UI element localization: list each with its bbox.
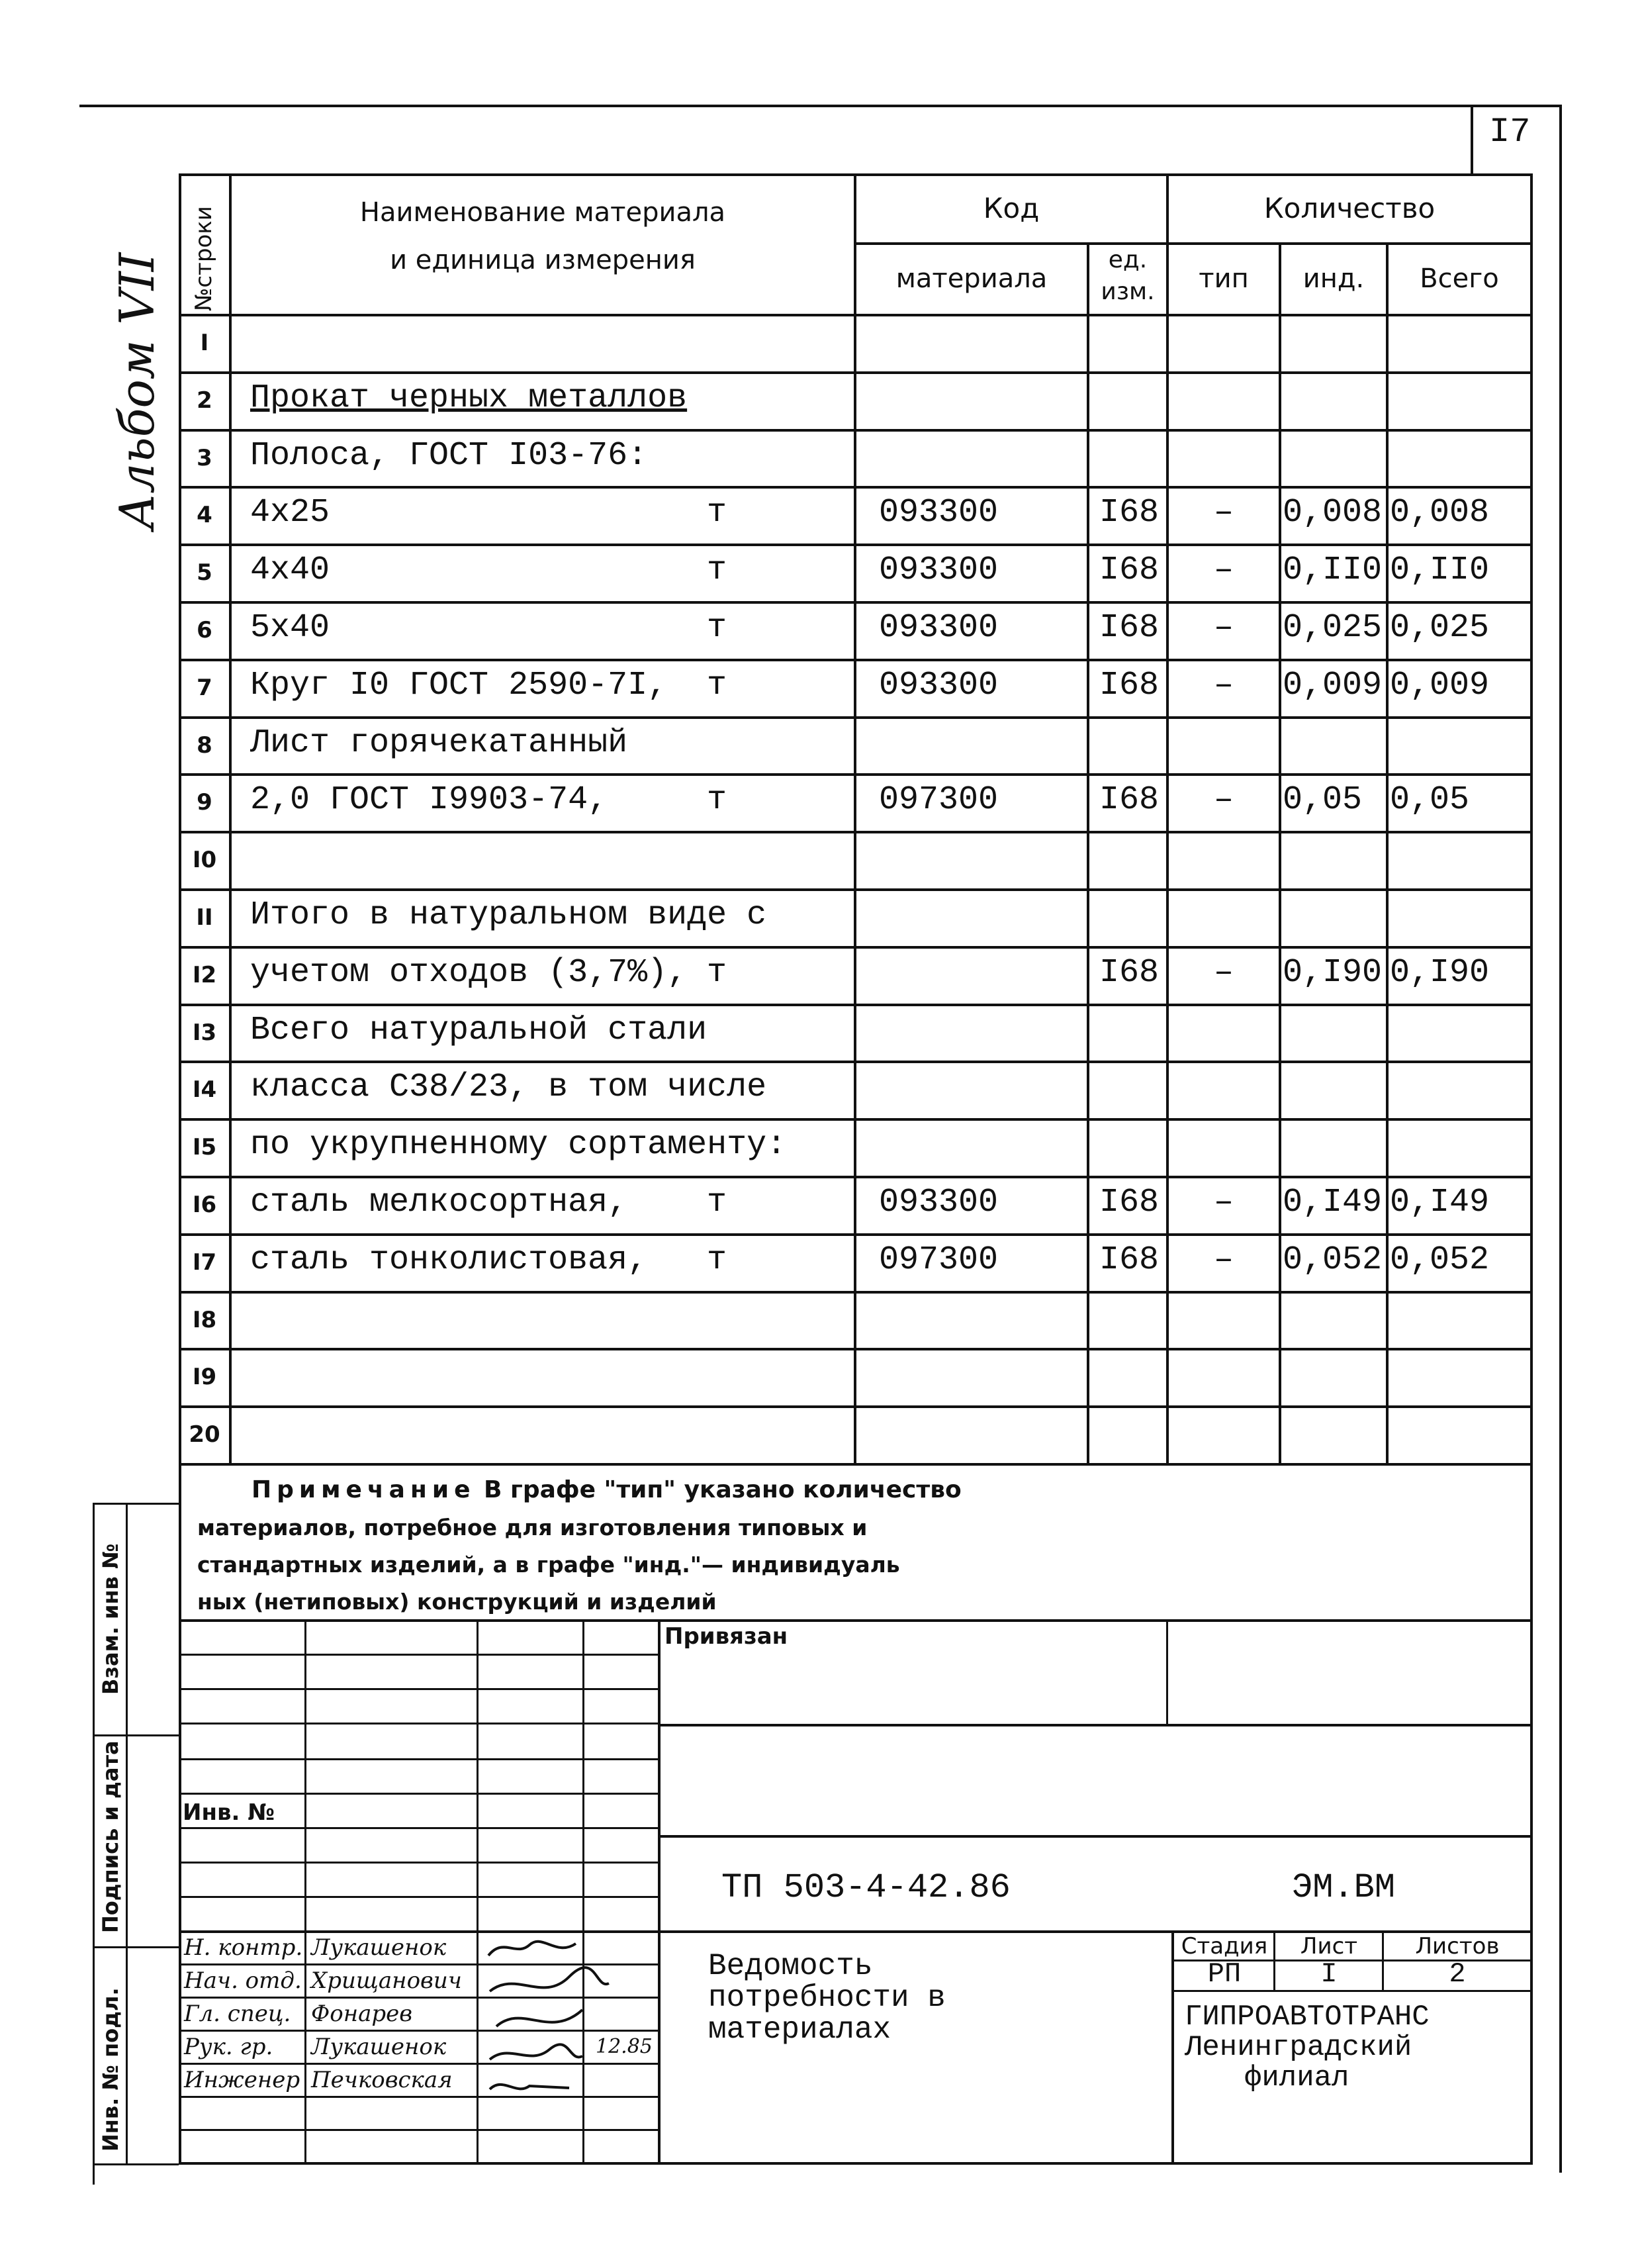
row-tip: – bbox=[1213, 1184, 1234, 1221]
row-n: I bbox=[200, 330, 209, 356]
row-name: Полоса, ГОСТ I03-76: bbox=[250, 437, 648, 475]
doc-title-line1: Ведомость bbox=[708, 1949, 873, 1983]
row-name: учетом отходов (3,7%), bbox=[250, 954, 688, 992]
row-unit: I68 bbox=[1099, 609, 1159, 647]
sheets-value: 2 bbox=[1449, 1958, 1466, 1990]
row-code: 093300 bbox=[879, 609, 999, 647]
row-u: т bbox=[707, 781, 727, 819]
inv-no-label: Инв. № bbox=[183, 1799, 275, 1826]
doc-mark: ЭМ.ВМ bbox=[1292, 1868, 1396, 1907]
album-label: Альбом VII bbox=[109, 252, 165, 530]
row-ind: 0,II0 bbox=[1283, 551, 1383, 589]
privyazan-label: Привязан bbox=[664, 1623, 788, 1650]
row-n: 3 bbox=[197, 445, 212, 471]
row-name: Круг I0 ГОСТ 2590-7I, bbox=[250, 667, 668, 704]
row-n: I8 bbox=[192, 1307, 217, 1333]
signature-4 bbox=[490, 2044, 582, 2059]
row-n: I5 bbox=[192, 1134, 217, 1160]
signer-role: Нач. отд. bbox=[184, 1967, 302, 1994]
signature-1 bbox=[488, 1942, 576, 1956]
row-name: 2,0 ГОСТ I9903-74, bbox=[250, 781, 608, 819]
signer-name: Лукашенок bbox=[311, 1934, 447, 1961]
row-u: т bbox=[707, 609, 727, 647]
row-u: т bbox=[707, 494, 727, 532]
row-n: I2 bbox=[192, 962, 217, 988]
row-tip: – bbox=[1213, 551, 1234, 589]
row-name: по укрупненному сортаменту: bbox=[250, 1126, 787, 1164]
row-ind: 0,I49 bbox=[1283, 1184, 1383, 1221]
row-total: 0,052 bbox=[1390, 1241, 1490, 1279]
row-n: 2 bbox=[197, 387, 212, 414]
row-code: 093300 bbox=[879, 551, 999, 589]
row-name: 4x25 bbox=[250, 494, 330, 532]
row-n: 20 bbox=[189, 1421, 220, 1448]
row-name: Итого в натуральном виде с bbox=[250, 896, 767, 934]
header-name-line2: и единица измерения bbox=[390, 245, 696, 275]
header-total: Всего bbox=[1420, 263, 1499, 294]
row-total: 0,I90 bbox=[1390, 954, 1490, 992]
row-n: 9 bbox=[197, 789, 212, 816]
signer-name: Печковская bbox=[311, 2067, 453, 2093]
row-unit: I68 bbox=[1099, 954, 1159, 992]
margin-vzam: Взам. инв № bbox=[98, 1543, 123, 1695]
row-u: т bbox=[707, 667, 727, 704]
row-n: I9 bbox=[192, 1364, 217, 1390]
row-code: 097300 bbox=[879, 781, 999, 819]
row-name: Лист горячекатанный bbox=[250, 724, 628, 762]
row-n: I7 bbox=[192, 1249, 217, 1276]
row-ind: 0,008 bbox=[1283, 494, 1383, 532]
row-n: 6 bbox=[197, 617, 212, 643]
signer-role: Н. контр. bbox=[184, 1934, 303, 1961]
signer-name: Фонарев bbox=[311, 2001, 413, 2027]
signer-name: Хрищанович bbox=[311, 1967, 462, 1994]
row-unit: I68 bbox=[1099, 781, 1159, 819]
row-n: I3 bbox=[192, 1019, 217, 1046]
signer-role: Гл. спец. bbox=[184, 2001, 291, 2027]
org-line2: Ленинградский bbox=[1185, 2031, 1412, 2064]
row-name: 5x40 bbox=[250, 609, 330, 647]
sheets-label: Листов bbox=[1415, 1933, 1500, 1960]
header-name-line1: Наименование материала bbox=[359, 197, 726, 228]
row-tip: – bbox=[1213, 667, 1234, 704]
row-code: 093300 bbox=[879, 1184, 999, 1221]
row-name: 4x40 bbox=[250, 551, 330, 589]
row-name: Прокат черных металлов bbox=[250, 379, 688, 417]
row-n: 8 bbox=[197, 732, 212, 759]
page-number: I7 bbox=[1489, 113, 1531, 152]
sheet-value: I bbox=[1320, 1958, 1338, 1990]
row-code: 093300 bbox=[879, 667, 999, 704]
header-unit-line2: изм. bbox=[1101, 278, 1155, 305]
row-name: Всего натуральной стали bbox=[250, 1012, 707, 1049]
row-n: I0 bbox=[192, 847, 217, 873]
row-unit: I68 bbox=[1099, 494, 1159, 532]
row-unit: I68 bbox=[1099, 1241, 1159, 1279]
note-title: Примечание bbox=[251, 1476, 476, 1503]
row-total: 0,009 bbox=[1390, 667, 1490, 704]
row-name: класса С38/23, в том числе bbox=[250, 1068, 767, 1106]
row-tip: – bbox=[1213, 954, 1234, 992]
row-name: сталь мелкосортная, bbox=[250, 1184, 628, 1221]
row-total: 0,I49 bbox=[1390, 1184, 1490, 1221]
header-quantity: Количество bbox=[1263, 192, 1436, 224]
row-tip: – bbox=[1213, 1241, 1234, 1279]
signer-name: Лукашенок bbox=[311, 2034, 447, 2060]
row-ind: 0,025 bbox=[1283, 609, 1383, 647]
org-line3: филиал bbox=[1244, 2061, 1349, 2095]
row-unit: I68 bbox=[1099, 551, 1159, 589]
doc-title-line3: материалах bbox=[708, 2012, 891, 2047]
row-n: I6 bbox=[192, 1192, 217, 1218]
org-line1: ГИПРОАВТОТРАНС bbox=[1185, 2001, 1430, 2034]
row-total: 0,05 bbox=[1390, 781, 1470, 819]
row-total: 0,008 bbox=[1390, 494, 1490, 532]
row-code: 093300 bbox=[879, 494, 999, 532]
row-total: 0,025 bbox=[1390, 609, 1490, 647]
header-tip: тип bbox=[1199, 263, 1249, 294]
row-n: 7 bbox=[197, 675, 212, 701]
doc-code: ТП 503-4-42.86 bbox=[721, 1868, 1011, 1907]
row-unit: I68 bbox=[1099, 667, 1159, 704]
margin-inv-podl: Инв. № подл. bbox=[98, 1987, 123, 2151]
note-line1: В графе "тип" указано количество bbox=[484, 1476, 962, 1503]
row-ind: 0,05 bbox=[1283, 781, 1363, 819]
margin-podpis: Подпись и дата bbox=[98, 1740, 123, 1933]
stage-value: РП bbox=[1207, 1958, 1242, 1990]
header-code: Код bbox=[983, 192, 1040, 224]
header-material: материала bbox=[895, 263, 1048, 294]
row-ind: 0,I90 bbox=[1283, 954, 1383, 992]
note-line4: ных (нетиповых) конструкций и изделий bbox=[197, 1589, 717, 1615]
header-ind: инд. bbox=[1302, 263, 1365, 294]
row-tip: – bbox=[1213, 781, 1234, 819]
signer-role: Инженер bbox=[184, 2067, 300, 2093]
sheet-label: Лист bbox=[1300, 1933, 1358, 1960]
row-unit: I68 bbox=[1099, 1184, 1159, 1221]
row-tip: – bbox=[1213, 609, 1234, 647]
signatures-image bbox=[477, 1930, 662, 2162]
row-n: 5 bbox=[197, 559, 212, 586]
row-ind: 0,052 bbox=[1283, 1241, 1383, 1279]
stage-label: Стадия bbox=[1181, 1933, 1268, 1960]
row-u: т bbox=[707, 954, 727, 992]
row-u: т bbox=[707, 1241, 727, 1279]
doc-title-line2: потребности в bbox=[708, 1981, 946, 2015]
row-n: I4 bbox=[192, 1076, 217, 1103]
row-tip: – bbox=[1213, 494, 1234, 532]
signature-2 bbox=[490, 1967, 609, 1991]
note-line3: стандартных изделий, а в графе "инд."— индивидуаль bbox=[197, 1552, 900, 1578]
note-line2: материалов, потребное для изготовления типовых и bbox=[197, 1515, 868, 1540]
row-name: сталь тонколистовая, bbox=[250, 1241, 648, 1279]
signature-3 bbox=[496, 2010, 582, 2026]
header-unit-line1: ед. bbox=[1108, 246, 1148, 273]
row-n: II bbox=[196, 904, 213, 931]
row-ind: 0,009 bbox=[1283, 667, 1383, 704]
row-n: 4 bbox=[197, 502, 212, 528]
row-code: 097300 bbox=[879, 1241, 999, 1279]
signer-role: Рук. гр. bbox=[184, 2034, 273, 2060]
row-u: т bbox=[707, 1184, 727, 1221]
row-total: 0,II0 bbox=[1390, 551, 1490, 589]
signature-5 bbox=[490, 2085, 569, 2089]
date-mark: 12.85 bbox=[596, 2035, 653, 2058]
row-u: т bbox=[707, 551, 727, 589]
header-row-number: №строки bbox=[191, 206, 217, 311]
